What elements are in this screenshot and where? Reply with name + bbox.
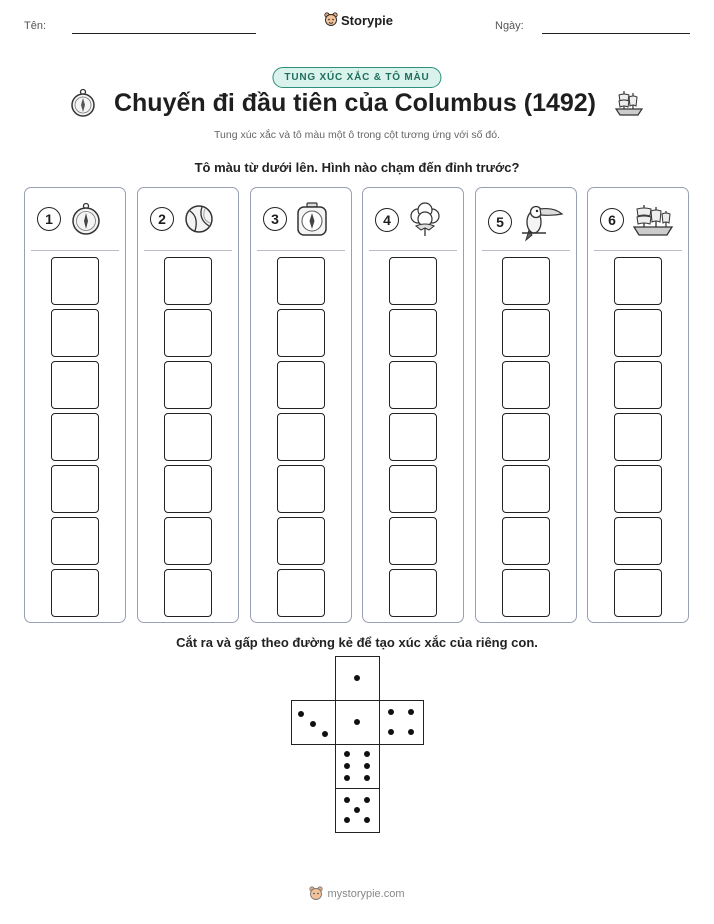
footer <box>0 886 714 902</box>
die-face <box>335 788 380 833</box>
coloring-box[interactable] <box>51 413 99 461</box>
subtitle: Tung xúc xắc và tô màu một ô trong cột tương ứng với số đó. <box>214 129 500 141</box>
die-pip <box>364 775 370 781</box>
date-label: Ngày: <box>495 20 524 32</box>
die-pip <box>344 817 350 823</box>
column-number: 4 <box>375 208 399 232</box>
die-pip <box>344 797 350 803</box>
coloring-box[interactable] <box>389 413 437 461</box>
name-field-line[interactable] <box>72 33 256 34</box>
coloring-box[interactable] <box>502 309 550 357</box>
die-face <box>335 744 380 789</box>
die-pip <box>344 751 350 757</box>
die-pip <box>344 775 350 781</box>
storypie-mascot-icon <box>324 12 338 28</box>
column-number: 2 <box>150 207 174 231</box>
coloring-box[interactable] <box>502 465 550 513</box>
toucan-bird-icon <box>520 202 564 242</box>
die-pip <box>344 763 350 769</box>
date-field-line[interactable] <box>542 33 690 34</box>
coloring-box[interactable] <box>51 517 99 565</box>
compass-icon <box>70 88 96 118</box>
die-pip <box>364 763 370 769</box>
die-pip <box>364 817 370 823</box>
sailing-ship-icon <box>632 202 674 238</box>
sailing-ship-icon <box>614 88 644 118</box>
coloring-box[interactable] <box>51 257 99 305</box>
column-divider <box>257 250 345 251</box>
coloring-box[interactable] <box>277 309 325 357</box>
column-divider <box>482 250 570 251</box>
coloring-box[interactable] <box>51 361 99 409</box>
page-title: Chuyến đi đầu tiên của Columbus (1492) <box>113 88 597 117</box>
coloring-box[interactable] <box>164 257 212 305</box>
die-pip <box>322 731 328 737</box>
column-number: 3 <box>263 207 287 231</box>
column-3 <box>250 187 352 623</box>
coloring-box[interactable] <box>502 413 550 461</box>
die-pip <box>388 709 394 715</box>
activity-badge: TUNG XÚC XẮC & TÔ MÀU <box>272 67 441 88</box>
brand-logo <box>324 12 393 28</box>
die-pip <box>310 721 316 727</box>
column-divider <box>144 250 232 251</box>
coloring-box[interactable] <box>614 257 662 305</box>
cut-instruction: Cắt ra và gấp theo đường kẻ để tạo xúc xắc của riêng con. <box>176 635 538 650</box>
coloring-box[interactable] <box>502 361 550 409</box>
coloring-box[interactable] <box>614 569 662 617</box>
column-2 <box>137 187 239 623</box>
coloring-box[interactable] <box>389 309 437 357</box>
coloring-box[interactable] <box>614 517 662 565</box>
die-pip <box>408 709 414 715</box>
column-number: 6 <box>600 208 624 232</box>
column-divider <box>594 250 682 251</box>
column-number: 1 <box>37 207 61 231</box>
die-pip <box>364 751 370 757</box>
title-row <box>0 88 714 118</box>
coloring-box[interactable] <box>502 569 550 617</box>
coloring-box[interactable] <box>277 257 325 305</box>
compass-icon <box>295 202 329 236</box>
coloring-box[interactable] <box>51 309 99 357</box>
die-face <box>291 700 336 745</box>
die-face <box>335 656 380 701</box>
die-pip <box>298 711 304 717</box>
storypie-mascot-icon <box>309 886 323 902</box>
coloring-box[interactable] <box>164 569 212 617</box>
coloring-box[interactable] <box>614 465 662 513</box>
coloring-box[interactable] <box>51 465 99 513</box>
brand-name: Storypie <box>341 12 394 28</box>
column-5 <box>475 187 577 623</box>
coloring-box[interactable] <box>164 413 212 461</box>
die-pip <box>354 719 360 725</box>
name-label: Tên: <box>24 20 47 32</box>
coloring-box[interactable] <box>277 569 325 617</box>
coloring-box[interactable] <box>614 361 662 409</box>
coloring-box[interactable] <box>164 465 212 513</box>
die-pip <box>354 807 360 813</box>
coloring-box[interactable] <box>502 517 550 565</box>
globe-ball-icon <box>182 202 216 236</box>
column-divider <box>369 250 457 251</box>
column-4 <box>362 187 464 623</box>
coloring-instruction: Tô màu từ dưới lên. Hình nào chạm đến đỉnh trước? <box>194 160 520 175</box>
die-pip <box>364 797 370 803</box>
die-face <box>335 700 380 745</box>
column-1 <box>24 187 126 623</box>
column-divider <box>31 250 119 251</box>
die-pip <box>354 675 360 681</box>
die-pip <box>388 729 394 735</box>
die-face <box>379 700 424 745</box>
cotton-flower-icon <box>407 202 443 238</box>
coloring-box[interactable] <box>277 413 325 461</box>
column-6 <box>587 187 689 623</box>
coloring-box[interactable] <box>51 569 99 617</box>
coloring-box[interactable] <box>502 257 550 305</box>
coloring-box[interactable] <box>164 309 212 357</box>
coloring-box[interactable] <box>614 309 662 357</box>
coloring-box[interactable] <box>389 361 437 409</box>
footer-url[interactable]: mystorypie.com <box>327 888 405 900</box>
coloring-box[interactable] <box>389 569 437 617</box>
coloring-box[interactable] <box>389 257 437 305</box>
column-number: 5 <box>488 210 512 234</box>
coloring-box[interactable] <box>389 517 437 565</box>
coloring-box[interactable] <box>277 361 325 409</box>
coloring-box[interactable] <box>277 465 325 513</box>
coloring-box[interactable] <box>614 413 662 461</box>
coloring-box[interactable] <box>164 517 212 565</box>
coloring-box[interactable] <box>277 517 325 565</box>
die-pip <box>408 729 414 735</box>
pocket-compass-icon <box>69 202 103 236</box>
coloring-box[interactable] <box>164 361 212 409</box>
coloring-box[interactable] <box>389 465 437 513</box>
